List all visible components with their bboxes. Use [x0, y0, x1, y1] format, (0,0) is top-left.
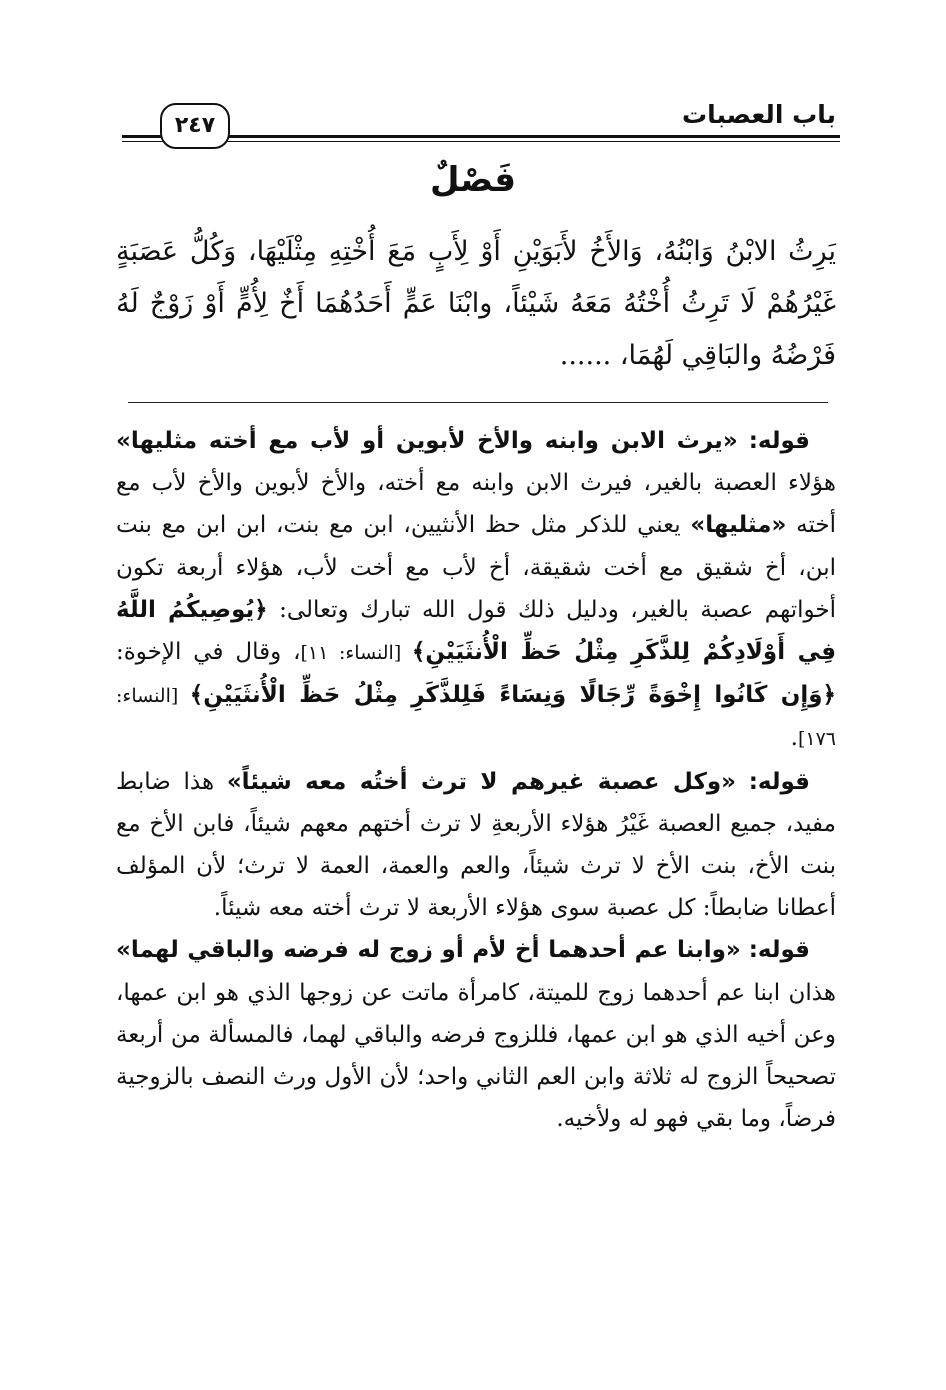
commentary-text: ، وقال في الإخوة:	[116, 639, 301, 666]
verse-reference: [النساء: ١٧٦]	[116, 685, 836, 751]
commentary-text: يعني للذكر مثل حظ الأنثيين، ابن مع بنت، ابن ابن مع بنت ابن، أخ شقيق مع أخت شقيقة، أخ لأب مع أخت لأب، هؤلاء أربعة تكون أخواتهم عصبة بالغير، ودليل ذلك قول الله تبارك وتعالى:	[116, 512, 836, 623]
chapter-running-title: باب العصبات	[681, 100, 836, 129]
section-heading: فَصْلٌ	[429, 160, 517, 200]
qawl-label: قوله:	[748, 937, 810, 964]
header-rule-thin	[122, 141, 840, 142]
quran-verse: ﴿وَإِن كَانُوا إِخْوَةً رِّجَالًا وَنِسَاءً فَلِلذَّكَرِ مِثْلُ حَظِّ الْأُنثَيَيْنِ﴾	[189, 682, 836, 709]
matn-quote: «وكل عصبة غيرهم لا ترث أختُه معه شيئاً»	[226, 768, 736, 795]
commentary-text: هؤلاء العصبة بالغير، فيرث الابن وابنه مع أخته، والأخ لأبوين والأخ لأب مع أخته	[116, 470, 836, 539]
term-highlight: «مثليها»	[690, 512, 787, 539]
commentary-paragraph-2	[116, 761, 836, 930]
commentary-text: هذان ابنا عم أحدهما زوج للميتة، كامرأة ماتت عن زوجها الذي هو ابن عمها، وعن أخيه الذي هو ابن عمها، فللزوج فرضه والباقي لهما، فالمسألة من أربعة تصحيحاً الزوج له ثلاثة وابن العم الثاني واحد؛ لأن الأول ورث النصف بالزوجية فرضاً، وما بقي فهو له ولأخيه.	[116, 979, 836, 1133]
matn-text: يَرِثُ الابْنُ وَابْنُهُ، وَالأَخُ لأَبَوَيْنِ أَوْ لِأَبٍ مَعَ أُخْتِهِ مِثْلَيْهَا، وَكُلُّ عَصَبَةٍ غَيْرُهُمْ لَا تَرِثُ أُخْتُهُ مَعَهُ شَيْئاً، وابْنَا عَمٍّ أَحَدُهُمَا أَخٌ لِأُمٍّ أَوْ زَوْجٌ لَهُ فَرْضُهُ والبَاقِي لَهُمَا، ......	[116, 236, 836, 371]
commentary-text: .	[790, 725, 798, 752]
commentary-text: هذا ضابط مفيد، جميع العصبة غَيْرُ هؤلاء الأربعةِ لا ترث أختهم معهم شيئاً، فابن الأخ مع بنت الأخ، بنت الأخ لا ترث شيئاً، والعم والعمة، العمة لا ترث؛ لأن المؤلف أعطانا ضابطاً: كل عصبة سوى هؤلاء الأربعة لا ترث أخته معه شيئاً.	[116, 768, 836, 922]
qawl-label: قوله:	[748, 428, 810, 454]
page-number-badge: ٢٤٧	[160, 103, 230, 149]
quran-verse: ﴿يُوصِيكُمُ اللَّهُ فِي أَوْلَادِكُمْ لِلذَّكَرِ مِثْلُ حَظِّ الْأُنثَيَيْنِ﴾	[116, 596, 837, 666]
matn-quote: «وابنا عم أحدهما أخ لأم أو زوج له فرضه والباقي لهما»	[116, 937, 741, 964]
qawl-label: قوله:	[748, 768, 810, 795]
commentary-paragraph-3	[116, 929, 836, 1140]
commentary	[116, 420, 836, 1140]
verse-reference: [النساء: ١١]	[300, 642, 412, 665]
commentary-paragraph-1	[116, 420, 836, 761]
matn-commentary-separator	[128, 402, 828, 403]
matn-quote: «يرث الابن وابنه والأخ لأبوين أو لأب مع أخته مثليها»	[116, 428, 738, 454]
